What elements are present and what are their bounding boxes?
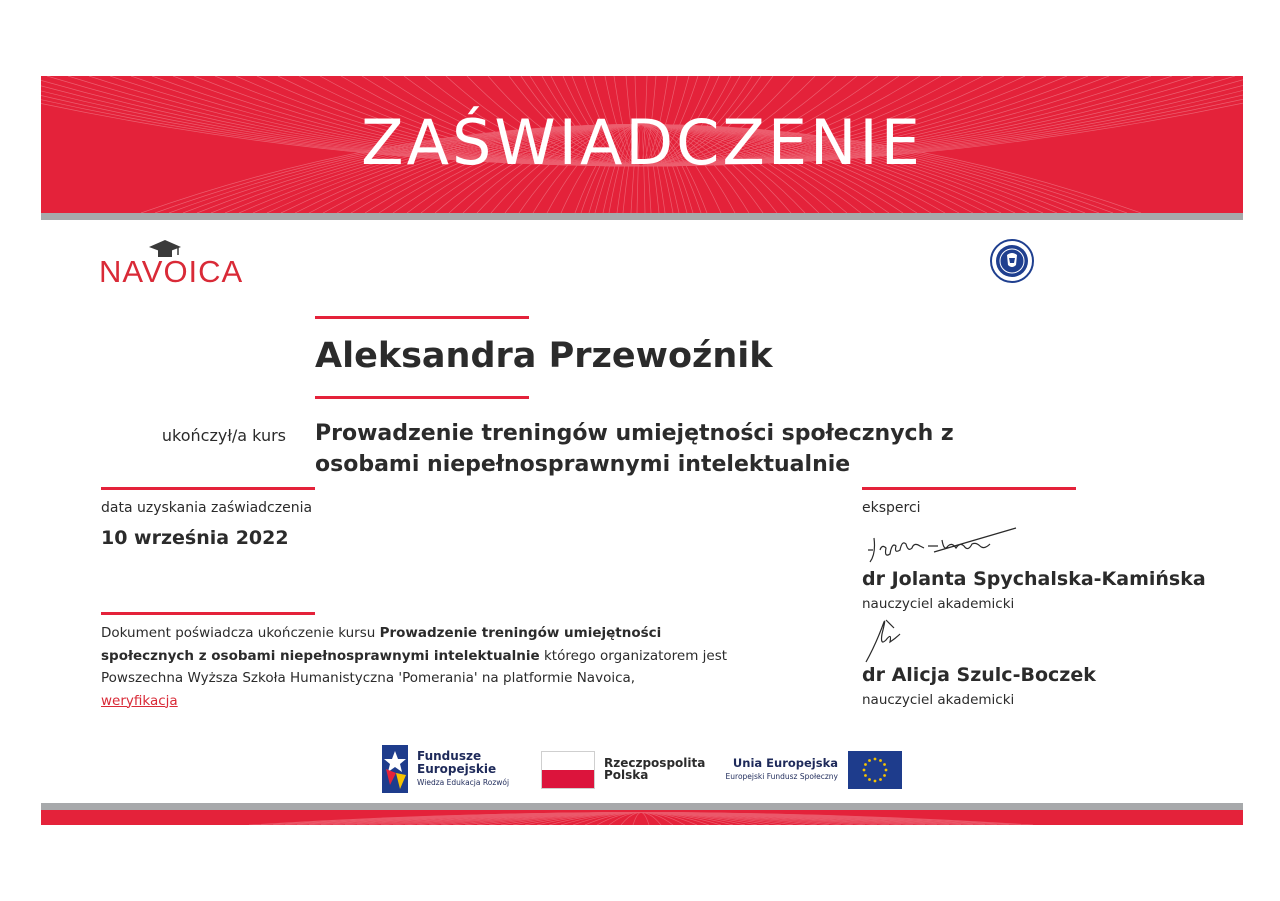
footer-divider [41, 803, 1243, 810]
expert-1-role: nauczyciel akademicki [862, 596, 1015, 612]
signature-2 [862, 614, 908, 664]
document-statement [101, 622, 751, 712]
ue-subtitle: Europejski Fundusz Społeczny [725, 772, 838, 781]
fe-title: Fundusze Europejskie [417, 749, 497, 776]
fe-subtitle: Wiedza Edukacja Rozwój [417, 778, 510, 787]
date-rule [101, 487, 315, 490]
unia-europejska-logo [722, 751, 904, 789]
rp-title: Rzeczpospolita Polska [604, 756, 706, 782]
fundusze-europejskie-logo [382, 745, 517, 793]
document-course-name: Prowadzenie treningów umiejętności społecznych z osobami niepełnosprawnymi intelektualnie [101, 625, 662, 664]
expert-2-name: dr Alicja Szulc-Boczek [862, 664, 1096, 686]
certificate-title: ZAŚWIADCZENIE [361, 106, 923, 179]
fe-star-icon [382, 745, 412, 793]
recipient-name: Aleksandra Przewoźnik [315, 336, 773, 376]
name-top-rule [315, 316, 529, 319]
header-divider [41, 213, 1243, 220]
rzeczpospolita-logo [541, 751, 706, 789]
course-title: Prowadzenie treningów umiejętności społecznych z osobami niepełnosprawnymi intelektualnie [315, 421, 954, 477]
expert-2-role: nauczyciel akademicki [862, 692, 1015, 708]
university-seal-icon [989, 238, 1035, 284]
polish-flag-icon [541, 751, 595, 789]
name-bottom-rule [315, 396, 529, 399]
document-rule [101, 612, 315, 615]
ue-title: Unia Europejska [732, 756, 838, 770]
footer-band [41, 810, 1243, 825]
expert-1-name: dr Jolanta Spychalska-Kamińska [862, 568, 1206, 590]
signature-1 [864, 524, 1024, 566]
verification-link[interactable]: weryfikacja [101, 692, 178, 709]
document-text-after: którego organizatorem jest Powszechna Wyższa Szkoła Humanistyczna 'Pomerania' na platformie Navoica, [101, 647, 728, 686]
certificate-header [41, 76, 1243, 213]
experts-rule [862, 487, 1076, 490]
footer-pattern [41, 810, 1243, 825]
date-value: 10 września 2022 [101, 527, 289, 549]
date-label: data uzyskania zaświadczenia [101, 500, 313, 516]
navoica-wordmark: NAVOICA [99, 254, 244, 289]
document-text-before: Dokument poświadcza ukończenie kursu [101, 625, 380, 641]
experts-label: eksperci [862, 500, 921, 516]
completed-course-label: ukończył/a kurs [161, 426, 286, 445]
eu-flag-icon [848, 751, 902, 789]
navoica-logo [99, 238, 259, 288]
